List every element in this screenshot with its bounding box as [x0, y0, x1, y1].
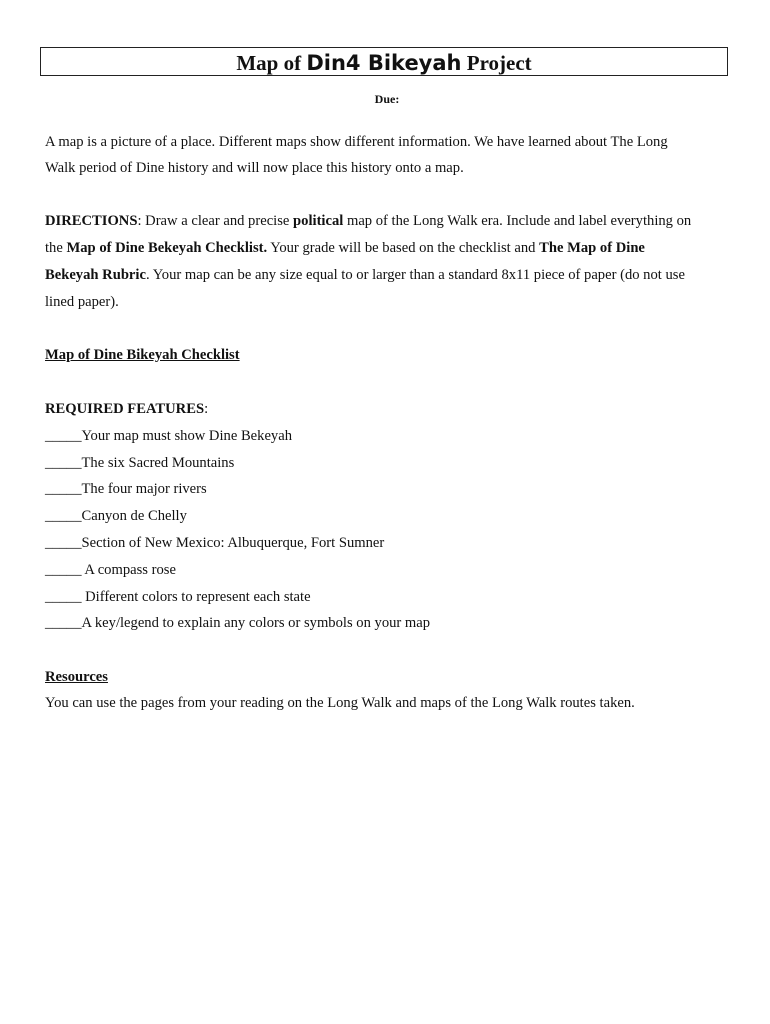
- title-middle: Din4 Bikeyah: [306, 51, 462, 75]
- directions-emphasis: political: [293, 213, 344, 229]
- checklist-item: _____A key/legend to explain any colors or symbols on your map: [45, 615, 431, 631]
- due-label: Due:: [374, 92, 400, 106]
- checklist-item: _____The four major rivers: [45, 481, 207, 497]
- checklist-item: _____Section of New Mexico: Albuquerque, Fort Sumner: [45, 535, 385, 551]
- checklist-item: _____Canyon de Chelly: [45, 508, 187, 524]
- directions-line-4: lined paper).: [45, 294, 119, 310]
- page-title: [40, 47, 728, 76]
- directions-text: : Draw a clear and precise: [137, 213, 294, 229]
- directions-emphasis: Bekeyah Rubric: [45, 267, 146, 283]
- checklist-item: _____ Different colors to represent each state: [45, 589, 311, 605]
- checklist-item: _____Your map must show Dine Bekeyah: [45, 428, 293, 444]
- directions-line-1: [45, 212, 691, 230]
- intro-line-1: A map is a picture of a place. Different maps show different information. We have learned about The Long: [45, 134, 668, 150]
- directions-text: the: [45, 240, 67, 256]
- title-prefix: Map of: [236, 51, 307, 75]
- directions-label: DIRECTIONS: [45, 213, 138, 229]
- directions-text: Your grade will be based on the checklist and: [267, 240, 540, 256]
- title-suffix: Project: [461, 51, 532, 75]
- checklist-item: _____The six Sacred Mountains: [45, 455, 235, 471]
- required-label: REQUIRED FEATURES: [45, 401, 205, 417]
- directions-emphasis: The Map of Dine: [539, 240, 645, 256]
- resources-text: You can use the pages from your reading on the Long Walk and maps of the Long Walk routes taken.: [45, 695, 635, 711]
- directions-line-2: [45, 239, 645, 257]
- checklist-heading: Map of Dine Bikeyah Checklist: [45, 347, 240, 363]
- directions-emphasis: Map of Dine Bekeyah Checklist.: [66, 240, 268, 256]
- directions-text: map of the Long Walk era. Include and label everything on: [343, 213, 692, 229]
- resources-heading: Resources: [45, 669, 108, 685]
- required-features-heading: [45, 400, 208, 418]
- required-colon: :: [204, 401, 209, 417]
- directions-line-3: [45, 266, 685, 284]
- intro-line-2: Walk period of Dine history and will now place this history onto a map.: [45, 160, 464, 176]
- checklist-item: _____ A compass rose: [45, 562, 176, 578]
- directions-text: . Your map can be any size equal to or larger than a standard 8x11 piece of paper (do not use: [145, 267, 685, 283]
